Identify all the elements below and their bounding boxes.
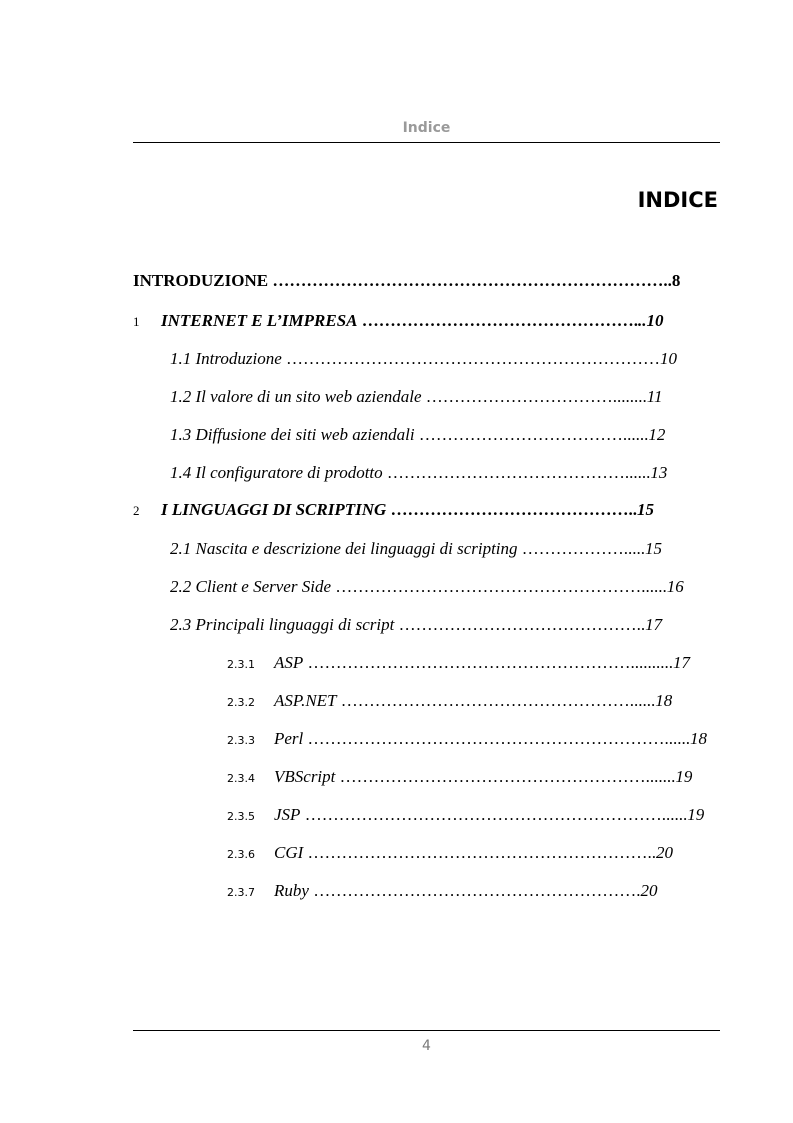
toc-page: 15 bbox=[645, 539, 663, 558]
toc-leader: …………………………………………. bbox=[357, 311, 638, 330]
toc-leader: …………………………………………………………….. bbox=[268, 271, 672, 290]
toc-leader: ………………………………………………………...... bbox=[300, 805, 688, 824]
toc-leader: ………………………………………………………… bbox=[281, 349, 661, 368]
toc-entry-label: INTRODUZIONE bbox=[133, 271, 269, 290]
toc-leader: ……………………………………………...... bbox=[336, 691, 656, 710]
running-header: Indice bbox=[402, 120, 451, 136]
toc-section-number: 2.3.5 bbox=[227, 810, 255, 823]
toc-page: 19 bbox=[687, 805, 705, 824]
toc-entry-label: 2.2 Client e Server Side bbox=[170, 577, 331, 596]
toc-entry-label: CGI bbox=[274, 843, 304, 862]
toc-section-number: 2.3.4 bbox=[227, 772, 255, 785]
page-title: INDICE bbox=[637, 188, 718, 212]
toc-entry-label: 1.4 Il configuratore di prodotto bbox=[170, 463, 383, 482]
toc-page: 10 bbox=[660, 349, 678, 368]
toc-page: 11 bbox=[646, 387, 663, 406]
toc-leader: ………………………………………………...... bbox=[331, 577, 667, 596]
toc-entry-2-3-3[interactable] bbox=[227, 729, 707, 749]
toc-section-number: 2.3.1 bbox=[227, 658, 255, 671]
toc-leader: ………………………………………………………...... bbox=[303, 729, 691, 748]
toc-page: 20 bbox=[656, 843, 674, 862]
toc-entry-label: VBScript bbox=[274, 767, 336, 786]
toc-entry-label: ASP.NET bbox=[274, 691, 337, 710]
toc-page: 20 bbox=[640, 881, 658, 900]
toc-entry-1-1[interactable] bbox=[170, 349, 677, 369]
toc-entry-2-3-5[interactable] bbox=[227, 805, 704, 825]
toc-entry-label: INTERNET E L’IMPRESA bbox=[161, 311, 358, 330]
toc-entry-label: Ruby bbox=[274, 881, 309, 900]
toc-section-number: 2.3.2 bbox=[227, 696, 255, 709]
toc-entry-label: 1.3 Diffusione dei siti web aziendali bbox=[170, 425, 415, 444]
toc-leader: ……………………………........ bbox=[421, 387, 647, 406]
toc-page: 13 bbox=[650, 463, 668, 482]
toc-leader: ………………..... bbox=[517, 539, 646, 558]
toc-entry-2-3-1[interactable] bbox=[227, 653, 690, 673]
toc-section-number: 2.3.7 bbox=[227, 886, 255, 899]
toc-entry-label: 1.2 Il valore di un sito web aziendale bbox=[170, 387, 422, 406]
page-number: 4 bbox=[422, 1038, 431, 1054]
toc-leader: ………………………………………………….......... bbox=[303, 653, 674, 672]
toc-entry-label: I LINGUAGGI DI SCRIPTING bbox=[161, 500, 387, 519]
toc-entry-label: 2.3 Principali linguaggi di script bbox=[170, 615, 395, 634]
toc-chapter-number: 1 bbox=[133, 314, 140, 329]
toc-page: 17 bbox=[673, 653, 691, 672]
toc-page: ..10 bbox=[638, 311, 664, 330]
toc-entry-label: JSP bbox=[274, 805, 301, 824]
toc-entry-1-4[interactable] bbox=[170, 463, 667, 483]
toc-entry-2-3-4[interactable] bbox=[227, 767, 692, 787]
toc-entry-chapter-2[interactable] bbox=[133, 500, 654, 520]
toc-leader: ………………………………………………....... bbox=[335, 767, 676, 786]
toc-page: 18 bbox=[690, 729, 708, 748]
toc-entry-2-3-6[interactable] bbox=[227, 843, 673, 863]
toc-entry-1-3[interactable] bbox=[170, 425, 665, 445]
toc-leader: …………………………………………………. bbox=[308, 881, 641, 900]
toc-page: 18 bbox=[655, 691, 673, 710]
toc-entry-1-2[interactable] bbox=[170, 387, 663, 407]
toc-page: 17 bbox=[645, 615, 663, 634]
toc-leader: ………………………………...... bbox=[414, 425, 649, 444]
toc-section-number: 2.3.6 bbox=[227, 848, 255, 861]
toc-entry-2-3[interactable] bbox=[170, 615, 662, 635]
toc-leader: …………………………………….. bbox=[386, 500, 638, 519]
toc-entry-2-1[interactable] bbox=[170, 539, 662, 559]
toc-entry-chapter-1[interactable] bbox=[133, 311, 664, 331]
footer-rule bbox=[133, 1030, 720, 1031]
toc-entry-label: ASP bbox=[274, 653, 304, 672]
toc-leader: …………………………………………………….. bbox=[303, 843, 657, 862]
toc-entry-2-3-7[interactable] bbox=[227, 881, 657, 901]
toc-entry-2-2[interactable] bbox=[170, 577, 684, 597]
toc-entry-2-3-2[interactable] bbox=[227, 691, 672, 711]
toc-entry-label: Perl bbox=[274, 729, 304, 748]
toc-page: 16 bbox=[666, 577, 684, 596]
toc-leader: …………………………………….. bbox=[394, 615, 646, 634]
toc-leader: ……………………………………...... bbox=[382, 463, 651, 482]
toc-entry-label: 1.1 Introduzione bbox=[170, 349, 282, 368]
toc-entry-introduzione[interactable] bbox=[133, 271, 680, 291]
toc-page: 15 bbox=[637, 500, 655, 519]
toc-page: 12 bbox=[648, 425, 666, 444]
toc-entry-label: 2.1 Nascita e descrizione dei linguaggi di scripting bbox=[170, 539, 518, 558]
toc-chapter-number: 2 bbox=[133, 503, 140, 518]
toc-page: 19 bbox=[675, 767, 693, 786]
toc-page: 8 bbox=[671, 271, 681, 290]
toc-section-number: 2.3.3 bbox=[227, 734, 255, 747]
header-rule bbox=[133, 142, 720, 143]
